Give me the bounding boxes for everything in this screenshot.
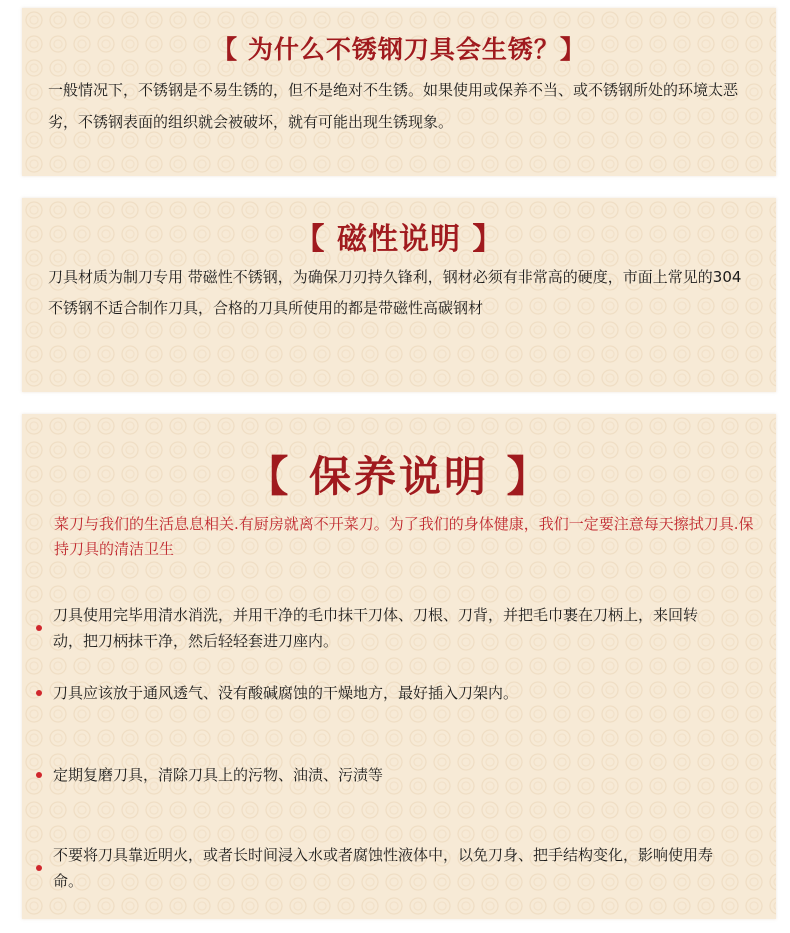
rust-section-title: 【 为什么不锈钢刀具会生锈？】 — [212, 35, 586, 64]
care-section-intro: 菜刀与我们的生活息息相关.有厨房就离不开菜刀。为了我们的身体健康，我们一定要注意每天擦拭刀具.保持刀具的清洁卫生 — [54, 515, 754, 558]
bullet-dot-icon — [36, 772, 42, 778]
care-bullet-item — [36, 602, 716, 654]
magnetism-section-body: 刀具材质为制刀专用 带磁性不锈钢，为确保刀刃持久锋利，钢材必须有非常高的硬度，市面上常见的304不锈钢不适合制作刀具，合格的刀具所使用的都是带磁性高碳钢材 — [48, 268, 742, 317]
rust-section-body: 一般情况下，不锈钢是不易生锈的，但不是绝对不生锈。如果使用或保养不当、或不锈钢所处的环境太恶劣，不锈钢表面的组织就会被破坏，就有可能出现生锈现象。 — [48, 81, 739, 131]
bullet-dot-icon — [36, 865, 42, 871]
care-bullet-text: 不要将刀具靠近明火，或者长时间浸入水或者腐蚀性液体中，以免刀身、把手结构变化，影响使用寿命。 — [53, 846, 714, 890]
care-section — [22, 414, 776, 919]
care-section-title: 【 保养说明 】 — [246, 452, 552, 501]
care-bullet-text: 定期复磨刀具，清除刀具上的污物、油渍、污渍等 — [53, 766, 384, 784]
care-bullet-text: 刀具应该放于通风透气、没有酸碱腐蚀的干燥地方，最好插入刀架内。 — [53, 684, 519, 702]
magnetism-section — [22, 198, 776, 392]
care-bullet-item — [36, 842, 716, 894]
magnetism-section-title: 【 磁性说明 】 — [294, 222, 504, 257]
rust-section — [22, 8, 776, 176]
care-bullet-item — [36, 762, 716, 788]
bullet-dot-icon — [36, 625, 42, 631]
care-bullet-item — [36, 680, 716, 706]
bullet-dot-icon — [36, 690, 42, 696]
care-bullet-text: 刀具使用完毕用清水消洗，并用干净的毛巾抹干刀体、刀根、刀背，并把毛巾裹在刀柄上，来回转动，把刀柄抹干净，然后轻轻套进刀座内。 — [53, 606, 699, 650]
